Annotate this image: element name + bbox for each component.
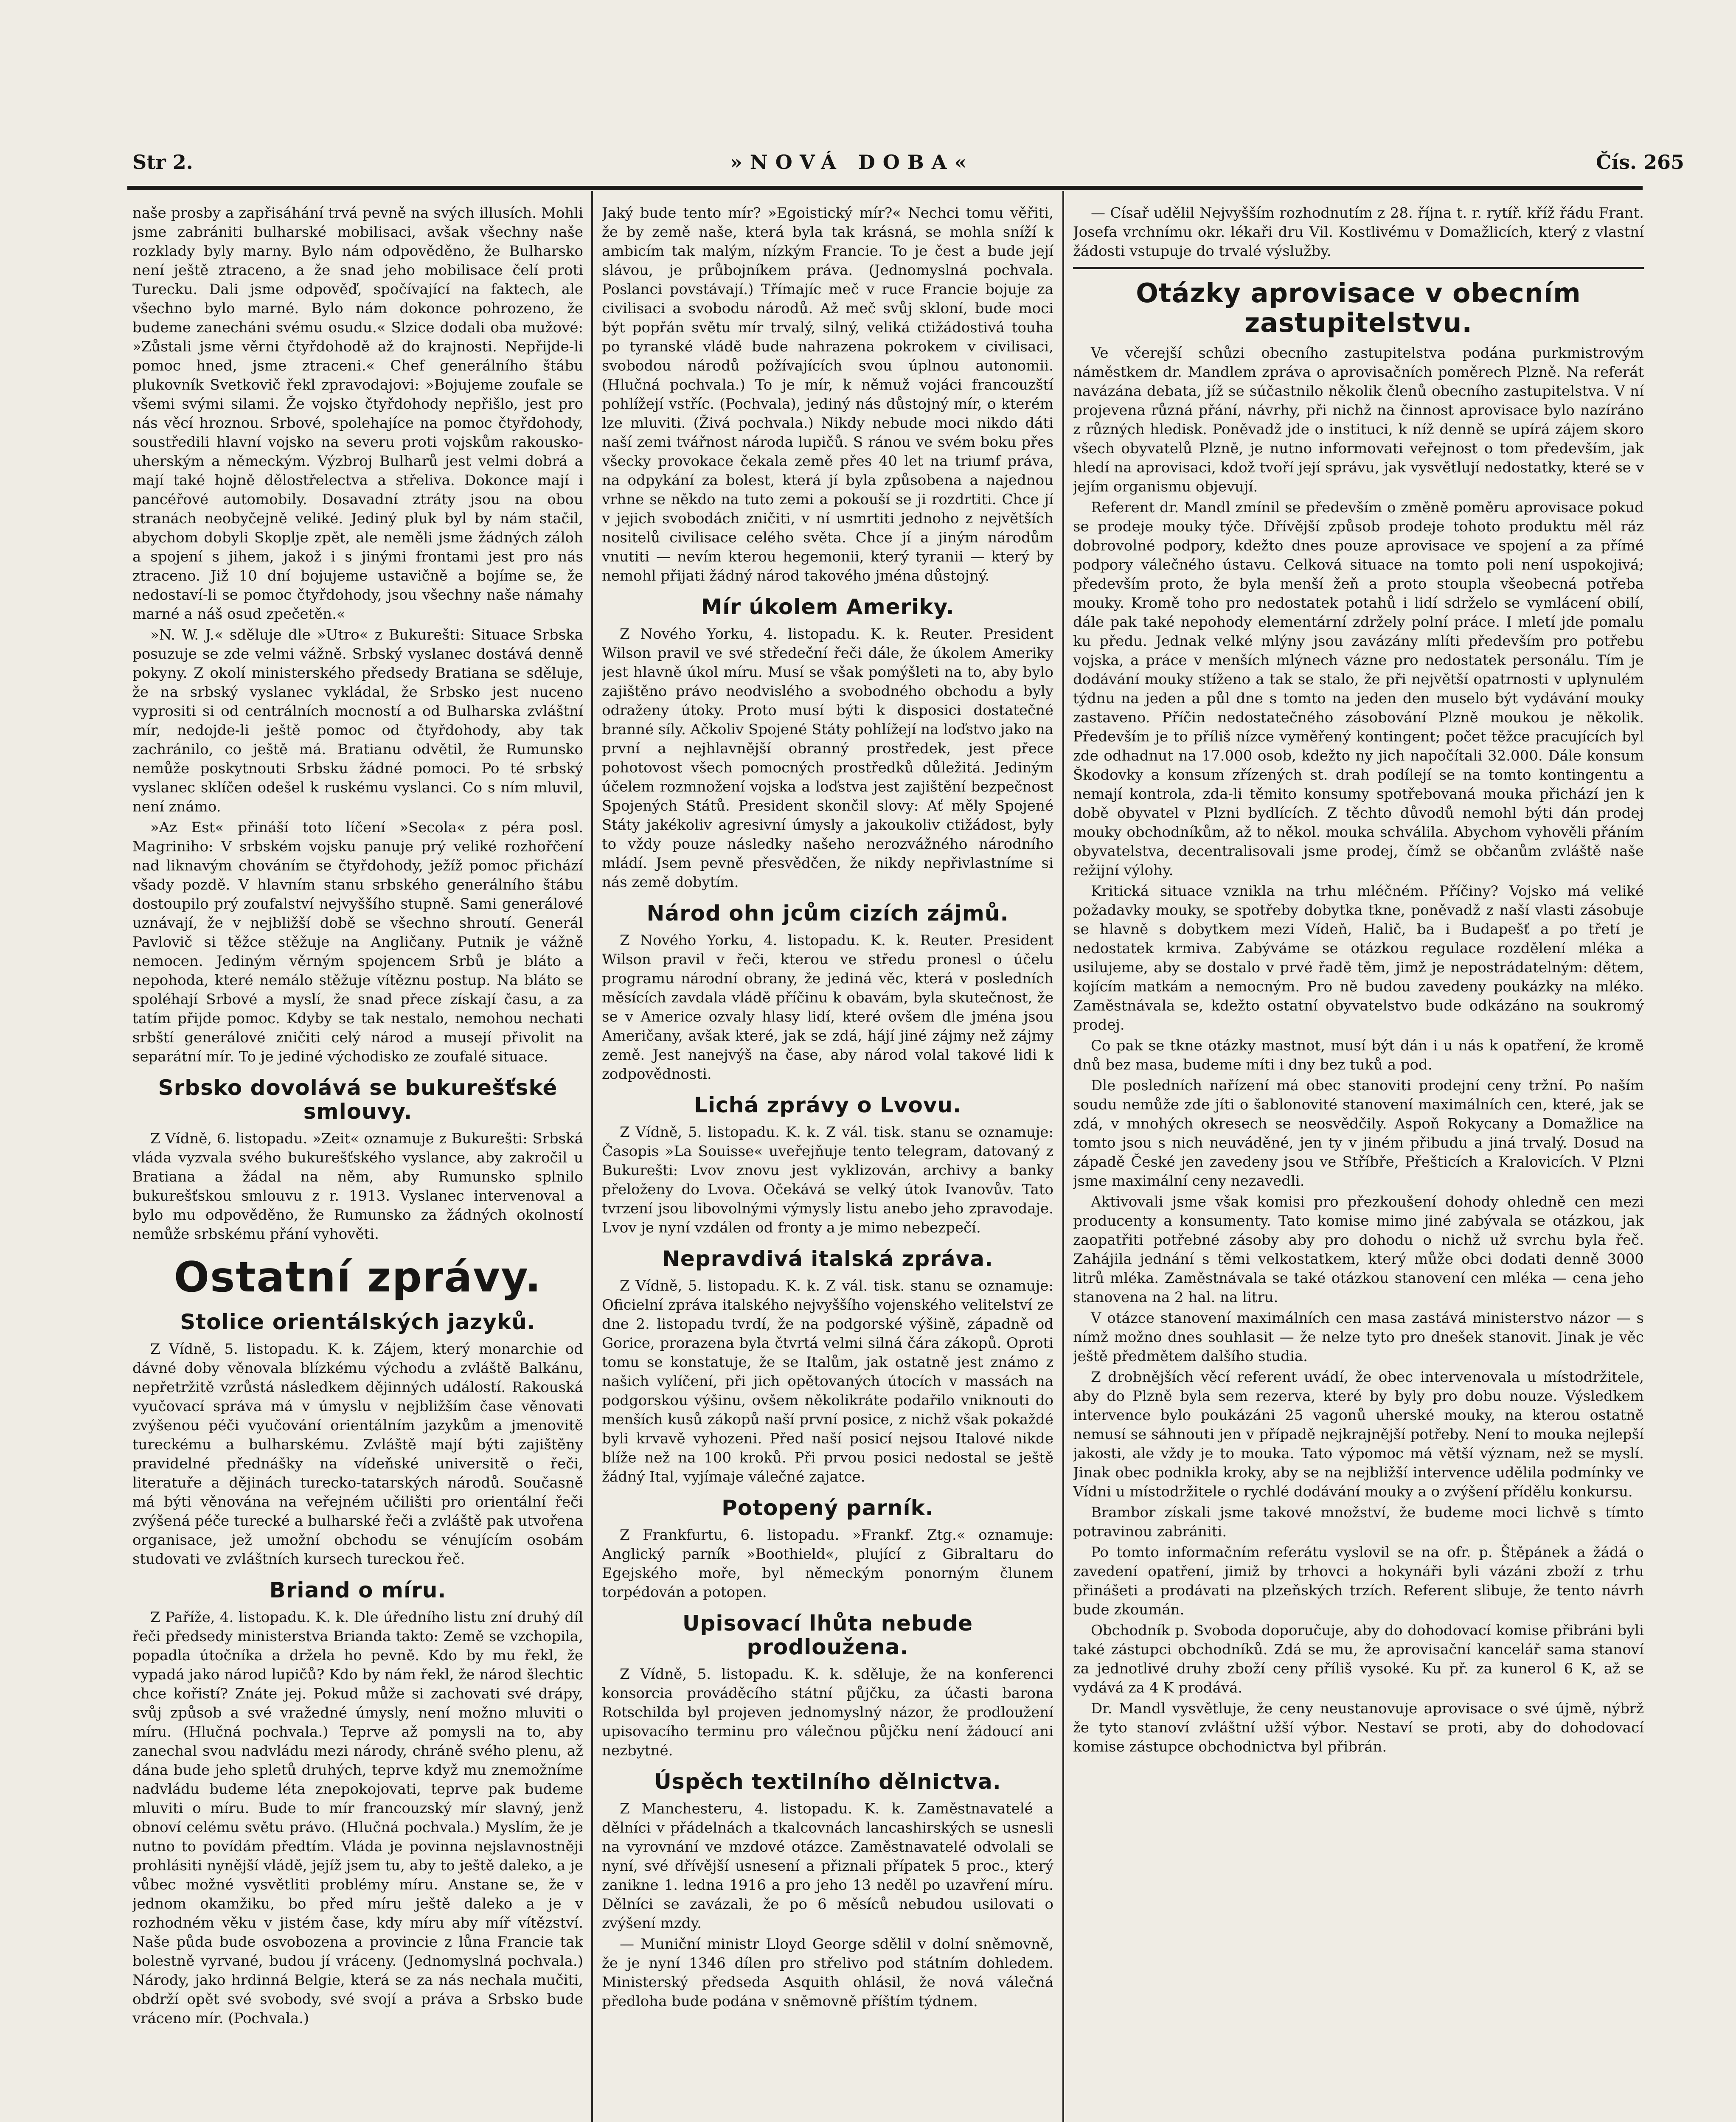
article-paragraph: — Muniční ministr Lloyd George sdělil v dolní sněmovně, že je nyní 1346 dílen pro střelivo pod státním dohledem. Ministerský předseda Asquith ohlásil, že nová válečná předloha bude podána v sněmovně příštím týdnem. <box>602 1936 1053 2010</box>
article-paragraph: Z Nového Yorku, 4. listopadu. K. k. Reuter. President Wilson pravil ve své středeční řeči dále, že úkolem Ameriky jest hlavně úkol míru. Musí se však pomýšleti na to, aby bylo zajištěno právo neodvislého a svobodného obchodu a byly odraženy útoky. Proto musí býti k disposici dostatečné branné síly. Ačkoliv Spojené Státy pohlížejí na loďstvo jako na první a nejhlavnější obranný prostředek, jest přece pohotovost všech pomocných prostředků důležitá. Jediným účelem rozmnožení vojska a loďstva jest zajištění bezpečnost Spojených Států. President skončil slovy: Ať měly Spojené Státy jakékoliv agresivní úmysly a jakoukoliv ctižádost, byly to vždy pouze následky našeho nerozvážného národního mládí. Jsem pevně přesvědčen, že nikdy nepřivlastníme si nás země dobytím. <box>602 626 1053 891</box>
article-paragraph: Z Nového Yorku, 4. listopadu. K. k. Reuter. President Wilson pravil v řeči, kterou ve středu pronesl o účelu programu národní obrany, že jediná věc, která v posledních měsících zavdala vládě příčinu k obavám, byla skutečnost, že se v Americe ozvaly hlasy lidí, které ovšem dle jména jsou Američany, avšak které, jak se zdá, hájí jiné zájmy než zájmy země. Jest nanejvýš na čase, aby národ volal takové lidi k zodpovědnosti. <box>602 932 1053 1083</box>
article-headline: Stolice orientálských jazyků. <box>180 1310 536 1334</box>
article-paragraph: Jaký bude tento mír? »Egoistický mír?« Nechci tomu věřiti, že by země naše, která byla tak krásná, se mohla sníží k ambicím tak malým, nízkým Francie. To je čest a bude její slávou, je průbojníkem práva. (Jednomyslná pochvala. Poslanci povstávají.) Třímajíc meč v ruce Francie bojuje za civilisaci a svobodu národů. Až meč svůj skloní, bude moci být popřán světu mír trvalý, silný, veliká ctižádostivá touha po tyranské vládě bude nahrazena pokrokem v civilisaci, svobodou národů požívajících svou úplnou autonomii. (Hlučná pochvala.) To je mír, k němuž vojáci francouzští pohlížejí vstříc. (Pochvala), jediný nás důstojný mír, o kterém lze mluviti. (Živá pochvala.) Nikdy nebude moci nikdo dáti naší zemi tvářnost národa lupičů. S ránou ve svém boku přes všecky provokace čekala země přes 40 let na triumf práva, na odpykání za bolest, která jí byla způsobena a najednou vrhne se někdo na tuto zemi a pokouší se ji rozdrtiti. Chce jí v jejich svobodách zničiti, v ní usmrtiti jednoho z největších nositelů civilisace celého světa. Chce jí a jiným národům vnutiti — nevím kterou hegemonii, který tyranii — který by nemohl přijati žádný národ takového jména důstojný. <box>602 205 1053 584</box>
article-paragraph: Referent dr. Mandl zmínil se především o změně poměru aprovisace pokud se prodeje mouky týče. Dřívější způsob prodeje tohoto produktu měl ráz dobrovolné podpory, kdežto dnes pouze aprovisace ve spojení a za přímé podpory válečného ústavu. Celková situace na tomto poli není uspokojivá; především proto, že byla menší žeň a proto stoupla všeobecná potřeba mouky. Kromě toho pro nedostatek potahů i lidí sdrželo se vymlácení obilí, dále pak také nepohody elementární zdržely polní práce. I mletí jde pomalu ku předu. Jednak velké mlýny jsou zavázány mlíti především pro potřebu vojska, a práce v menších mlýnech vázne pro nedostatek personálu. Tím je dodávání mouky stíženo a tak se stalo, že při největší opatrnosti v uplynulém týdnu na jeden a půl dne s tomto na jeden den muselo být vydávání mouky zastaveno. Příčin nedostatečného zásobování Plzně moukou je několik. Především je to příliš nízce vyměřený kontingent; počet těžce pracujících byl zde odhadnut na 17.000 osob, kdežto ny jich napočítali 32.000. Dále konsum Škodovky a konsum zřízených st. drah podílejí se na tomto kontingentu a nemají kontrola, zda-li těmito konsumy spotřebovaná mouka přichází jen k době obyvatel v Plzni bydlících. Z těchto důvodů nemohl býti dán prodej mouky obchodníkům, až to někol. mouka schválila. Abychom vyhověli přáním obyvatelstva, decentralisovali jsme prodej, čímž se občanům zvláště naše režijní výlohy. <box>1073 499 1644 879</box>
article-paragraph: naše prosby a zapřisáhání trvá pevně na svých illusích. Mohli jsme zabrániti bulharské mobilisaci, avšak všechny naše rozklady byly marny. Bylo nám odpověděno, že Bulharsko není ještě ztraceno, a že snad jeho mobilisace čelí proti Turecku. Dali jsme odpověď, spočívající na faktech, ale všechno bylo marné. Bylo nám dokonce pohrozeno, že budeme zanecháni svému osudu.« Slzice dodali oba mužové: »Zůstali jsme věrni čtyřdohodě až do krajnosti. Nepřijde-li pomoc hned, jsme ztraceni.« Chef generálního štábu plukovník Svetkovič řekl zpravodajovi: »Bojujeme zoufale se všemi svými silami. Že vojsko čtyřdohody nepřišlo, jest pro nás věcí hroznou. Srbové, spolehajíce na pomoc čtyřdohody, soustředili hlavní vojsko na severu proti vojskům rakousko-uherským a německým. Výzbroj Bulharů jest velmi dobrá a mají také hojně dělostřelectva a střeliva. Dokonce mají i pancéřové automobily. Dosavadní ztráty jsou na obou stranách neobyčejně veliké. Jediný pluk byl by nám stačil, abychom dobyli Skoplje zpět, ale neměli jsme žádných záloh a spojení s jihem, jakož i s jinými frontami jest pro nás ztraceno. Již 10 dní bojujeme ustavičně a bojíme se, že nedostaví-li se pomoc čtyřdohody, jsou všechny naše námahy marné a náš osud zpečetěn.« <box>132 205 583 623</box>
column-3 <box>1073 204 1644 2122</box>
article-paragraph: Ve včerejší schůzi obecního zastupitelstva podána purkmistrovým náměstkem dr. Mandlem zpráva o aprovisačních poměrech Plzně. Na referát navázána debata, jíž se súčastnilo několik členů obecního zastupitelstva. V ní projevena různá přání, návrhy, při nichž na činnost aprovisace bylo nazíráno z různých hledisk. Poněvadž jde o instituci, k níž denně se upírá zájem skoro všech obyvatelů Plzně, je nutno informovati veřejnost o tom především, jak hledí na aprovisaci, kdož tvoří její správu, jak vysvětlují nedostatky, které se v jejím organismu objevují. <box>1073 345 1644 495</box>
article-paragraph: Dle posledních nařízení má obec stanoviti prodejní ceny tržní. Po naším soudu nemůže zde jíti o šablonovité stanovení maximálních cen, které, jak se zdá, v mnohých okresech se neosvědčily. Aspoň Rokycany a Domažlice na tomto jsou s nich neuváděné, jen ty v jiném přibudu a jiná trvalý. Dosud na západě České jen zavedeny jsou ve Stříbře, Přešticích a Kralovicích. V Plzni jsme maximální ceny nezavedli. <box>1073 1077 1644 1190</box>
article-paragraph: Z Vídně, 5. listopadu. K. k. Z vál. tisk. stanu se oznamuje: Časopis »La Souisse« uveřejňuje tento telegram, datovaný z Bukurešti: Lvov znovu jest vyklizován, archivy a banky přeloženy do Lvova. Očekává se velký útok Ivanovův. Tato tvrzení jsou libovolnými výmysly listu anebo jeho zpravodaje. Lvov je nyní vzdálen od fronty a je mimo nebezpečí. <box>602 1124 1053 1236</box>
section-heading: Ostatní zprávy. <box>174 1253 542 1302</box>
article-headline: Mír úkolem Ameriky. <box>701 595 955 619</box>
article-paragraph: Dr. Mandl vysvětluje, že ceny neustanovuje aprovisace o své újmě, nýbrž že tyto stanoví zvláštní užší výbor. Nestaví se proti, aby do dohodovací komise zástupce obchodnictva byl přibrán. <box>1073 1700 1644 1755</box>
article-headline: Lichá zprávy o Lvovu. <box>694 1093 961 1117</box>
column-divider <box>591 191 593 2122</box>
article-paragraph: Obchodník p. Svoboda doporučuje, aby do dohodovací komise přibráni byli také zástupci obchodníků. Zdá se mu, že aprovisační kancelář sama stanoví za jednotlivé druhy zboží ceny příliš vysoké. Ku př. za kunerol 6 K, až se vydává za 4 K prodává. <box>1073 1622 1644 1696</box>
article-headline: Srbsko dovolává se bukurešťské smlouvy. <box>158 1075 558 1124</box>
article-paragraph: — Císař udělil Nejvyšším rozhodnutím z 28. října t. r. rytíř. kříž řádu Frant. Josefa vrchnímu okr. lékaři dru Vil. Kostlivému v Domažlicích, který z vlastní žádosti vstupuje do trvalé výslužby. <box>1073 205 1644 260</box>
article-paragraph: Z Vídně, 6. listopadu. »Zeit« oznamuje z Bukurešti: Srbská vláda vyzvala svého bukurešťského vyslance, aby zakročil u Bratiana a žádal na něm, aby Rumunsko splnilo bukurešťskou smlouvu z r. 1913. Vyslanec intervenoval a bylo mu odpověděno, že Rumunsko za žádných okolností nemůže srbskému přání vyhověti. <box>132 1130 583 1243</box>
article-headline: Briand o míru. <box>269 1578 447 1603</box>
article-headline: Otázky aprovisace v obecním zastupitelstvu. <box>1136 278 1581 338</box>
article-paragraph: Z drobnějších věcí referent uvádí, že obec intervenovala u místodržitele, aby do Plzně byla sem rezerva, které by byly pro dobu nouze. Výsledkem intervence bylo poukázáni 25 vagonů uherské mouky, na kterou ostatně nemusí se sáhnouti jen v případě nejkrajnější potřeby. Není to mouka nejlepší jakosti, ale vždy je to mouka. Tato výpomoc má větší význam, než se myslí. Jinak obec podnikla kroky, aby se na nejbližší intervence udělila podmínky ve Vídni u místodržitele o rychlé dodávání mouky a o zvýšení přídělu konkursu. <box>1073 1369 1644 1500</box>
article-paragraph: Z Manchesteru, 4. listopadu. K. k. Zaměstnavatelé a dělníci v přádelnách a tkalcovnách lancashirských se usnesli na vyrovnání ve mzdové otázce. Zaměstnavatelé odvolali se nyní, své dřívější usnesení a přiznali přípatek 5 proc., který zanikne 1. ledna 1916 a pro jeho 13 neděl po uzavření míru. Dělníci se zavázali, že po 6 měsíců nebudou usilovati o zvýšení mzdy. <box>602 1800 1053 1932</box>
article-paragraph: Brambor získali jsme takové množství, že budeme moci lichvě s tímto potravinou zabrániti. <box>1073 1504 1644 1540</box>
column-2 <box>602 204 1053 2122</box>
article-headline: Upisovací lhůta nebude prodloužena. <box>682 1611 973 1659</box>
article-paragraph: Po tomto informačním referátu vyslovil se na ofr. p. Štěpánek a žádá o zavedení opatření, jimiž by trhovci a hokynáři byli vázáni zboží z trhu přinášeti a prodávati na plzeňských trzích. Referent slibuje, že tento návrh bude zkoumán. <box>1073 1544 1644 1618</box>
issue-number: Čís. 265 <box>1596 151 1685 174</box>
article-headline: Úspěch textilního dělnictva. <box>654 1769 1001 1794</box>
article-headline: Potopený parník. <box>722 1496 934 1520</box>
article-headline: Národ ohn jcům cizích zájmů. <box>646 901 1009 926</box>
column-1 <box>132 204 583 2122</box>
article-paragraph: »N. W. J.« sděluje dle »Utro« z Bukurešti: Situace Srbska posuzuje se zde velmi vážně. Srbský vyslanec dostává denně pokyny. Z okolí ministerského předsedy Bratiana se sděluje, že na srbský vyslanec vykládal, že Srbsko jest nuceno vyprositi si od centrálních mocností a od Bulharska zvláštní mír, nedojde-li ještě pomoc od čtyřdohody, aby tak zachránilo, co ještě má. Bratianu odvětil, že Rumunsko nemůže poskytnouti Srbsku žádné pomoci. Po té srbský vyslanec sklíčen odešel k ruskému vyslanci. Co s ním mluvil, není známo. <box>132 626 583 815</box>
masthead: »NOVÁ DOBA« <box>730 151 975 174</box>
article-paragraph: Z Vídně, 5. listopadu. K. k. Z vál. tisk. stanu se oznamuje: Oficielní zpráva italského nejvyššího vojenského velitelství ze dne 2. listopadu tvrdí, že na podgorské výšině, západně od Gorice, prorazena byla čtvrtá velmi silná čára zákopů. Oproti tomu se konstatuje, že se Italům, jak ostatně jest známo z našich vylíčení, při jich opětovaných útocích v massách na podgorskou výšinu, ovšem několikráte podařilo vniknouti do menších kusů zákopů naší první posice, z nichž však pokaždé byli krvavě vyhozeni. Před naší posicí nejsou Italové nikde blíže než na 100 kroků. Při prvou posici nedostal se ještě žádný Ital, vyjímaje válečné zajatce. <box>602 1277 1053 1485</box>
article-paragraph: »Az Est« přináší toto líčení »Secola« z péra posl. Magriniho: V srbském vojsku panuje prý veliké rozhořčení nad liknavým chováním se čtyřdohody, ježíž pomoc přichází všady pozdě. V hlavním stanu srbského generálního štábu dostoupilo prý zoufalství nejvyššího stupně. Sami generálové uznávají, že v nejbližší době se všechno shroutí. Generál Pavlovič si těžce stěžuje na Angličany. Putnik je vážně nemocen. Jediným věrným spojencem Srbů je bláto a nepohoda, které nemálo stěžuje vítěznu postup. Na bláto se spoléhají Srbové a myslí, že snad přece získají času, a za tatím přijde pomoc. Kdyby se tak nestalo, nemohou nechati srbští generálové zničiti celý národ a musejí přivolit na separátní mír. To je jediné východisko ze zoufalé situace. <box>132 819 583 1065</box>
header-rule <box>127 186 1643 190</box>
article-paragraph: Z Frankfurtu, 6. listopadu. »Frankf. Ztg.« oznamuje: Anglický parník »Boothield«, plující z Gibraltaru do Egejského moře, byl německým ponorným člunem torpédován a potopen. <box>602 1527 1053 1601</box>
page-number: Str 2. <box>132 151 193 174</box>
article-paragraph: Z Vídně, 5. listopadu. K. k. Zájem, který monarchie od dávné doby věnovala blízkému východu a zvláště Balkánu, nepřetržitě vzrůstá následkem dějinných událostí. Rakouská vyučovací správa má v úmyslu v nejbližším čase věnovati zvýšenou péči vyučování orientálním jazykům a jmenovitě tureckému a bulharskému. Zvláště mají býti zajištěny pravidelné přednášky na vídeňské universitě o řeči, literatuře a dějinách turecko-tatarských národů. Současně má býti věnována na veřejném učilišti pro orientální řeči zvýšená péče turecké a bulharské řeči a zvláště pak utvořena organisace, jež umožní obchodu se vénujícím osobám studovati ve zvláštních kursech tureckou řeč. <box>132 1341 583 1568</box>
article-paragraph: Z Paříže, 4. listopadu. K. k. Dle úředního listu zní druhý díl řeči předsedy ministerstva Brianda takto: Země se vzchopila, popadla útočníka a držela ho pevně. Kdo by mu řekl, že vypadá jako národ lupičů? Kdo by nám řekl, že národ šlechtic chce kořistí? Znáte jej. Pokud může si zachovati své drápy, svůj způsob a své vražedné úmysly, není možno mluviti o míru. (Hlučná pochvala.) Teprve až pomysli na to, aby zanechal svou nadvládu mezi národy, chráně svého plenu, až dána bude jeho spletů druhých, teprve když mu znemožníme nadvládu budeme léta znepokojovati, teprve pak budeme mluviti o míru. Bude to mír francouzský mír slavný, jenž obnoví celému světu právo. (Hlučná pochvala.) Myslím, že je nutno to povídám předtím. Vláda je povinna nejslavnostněji prohlásiti nynější vládě, jejíž jsem tu, aby to ještě daleko, a je vůbec možné vysvětliti problémy míru. Anstane se, že v jednom okamžiku, bo před míru ještě daleko a je v rozhodném věku v jistém čase, kdy míru aby míř vítězství. Naše půda bude osvobozena a provincie z lůna Francie tak bolestně vyrvané, budou jí vráceny. (Jednomyslná pochvala.) Národy, jako hrdinná Belgie, která se za nás nechala mučiti, obdrží opět své svobody, své svojí a práva a Srbsko bude vráceno mír. (Pochvala.) <box>132 1609 583 2027</box>
column-divider <box>1062 191 1064 2122</box>
article-paragraph: Kritická situace vznikla na trhu mléčném. Příčiny? Vojsko má veliké požadavky mouky, se spotřeby dobytka tkne, poněvadž z naší vlasti zásobuje se hlavně s dobytkem mezi Vídeň, Halič, ba i Budapešť a po třetí je nedostatek krmiva. Zabýváme se otázkou regulace rozdělení mléka a usilujeme, aby se dostalo v prvé řadě těm, jimž je nepostrádatelným: dětem, kojícím matkám a nemocným. Pro ně budou zavedeny poukázky na mléko. Zaměstnávala se, kdežto ostatní obyvatelstvo bude odkázáno na soukromý prodej. <box>1073 883 1644 1033</box>
article-paragraph: Co pak se tkne otázky mastnot, musí být dán i u nás k opatření, že kromě dnů bez masa, budeme míti i dny bez tuků a pod. <box>1073 1037 1644 1073</box>
article-paragraph: Aktivovali jsme však komisi pro přezkoušení dohody ohledně cen mezi producenty a konsumenty. Tato komise mimo jiné zabývala se otázkou, jak zaopatřiti potřebné zásoby aby pro dohodu o nichž už svrchu byla řeč. Zahájila jednání s těmi velkostatkem, který může obci dodati denně 3000 litrů mléka. Zaměstnávala se také otázkou stanovení cen mléka — cena jeho stanovena na 2 hal. na litru. <box>1073 1193 1644 1306</box>
article-headline: Nepravdivá italská zpráva. <box>662 1246 993 1271</box>
article-paragraph: Z Vídně, 5. listopadu. K. k. sděluje, že na konferenci konsorcia prováděcího státní půjčku, za účasti barona Rotschilda byl projeven jednomyslný názor, že prodloužení upisovacího terminu pro válečnou půjčku není žádoucí ani nezbytné. <box>602 1666 1053 1759</box>
section-rule <box>1073 267 1644 269</box>
article-paragraph: V otázce stanovení maximálních cen masa zastává ministerstvo názor — s nímž možno dnes souhlasit — že nelze tyto pro dnešek stanovit. Jinak je věc ještě předmětem dalšího studia. <box>1073 1310 1644 1365</box>
